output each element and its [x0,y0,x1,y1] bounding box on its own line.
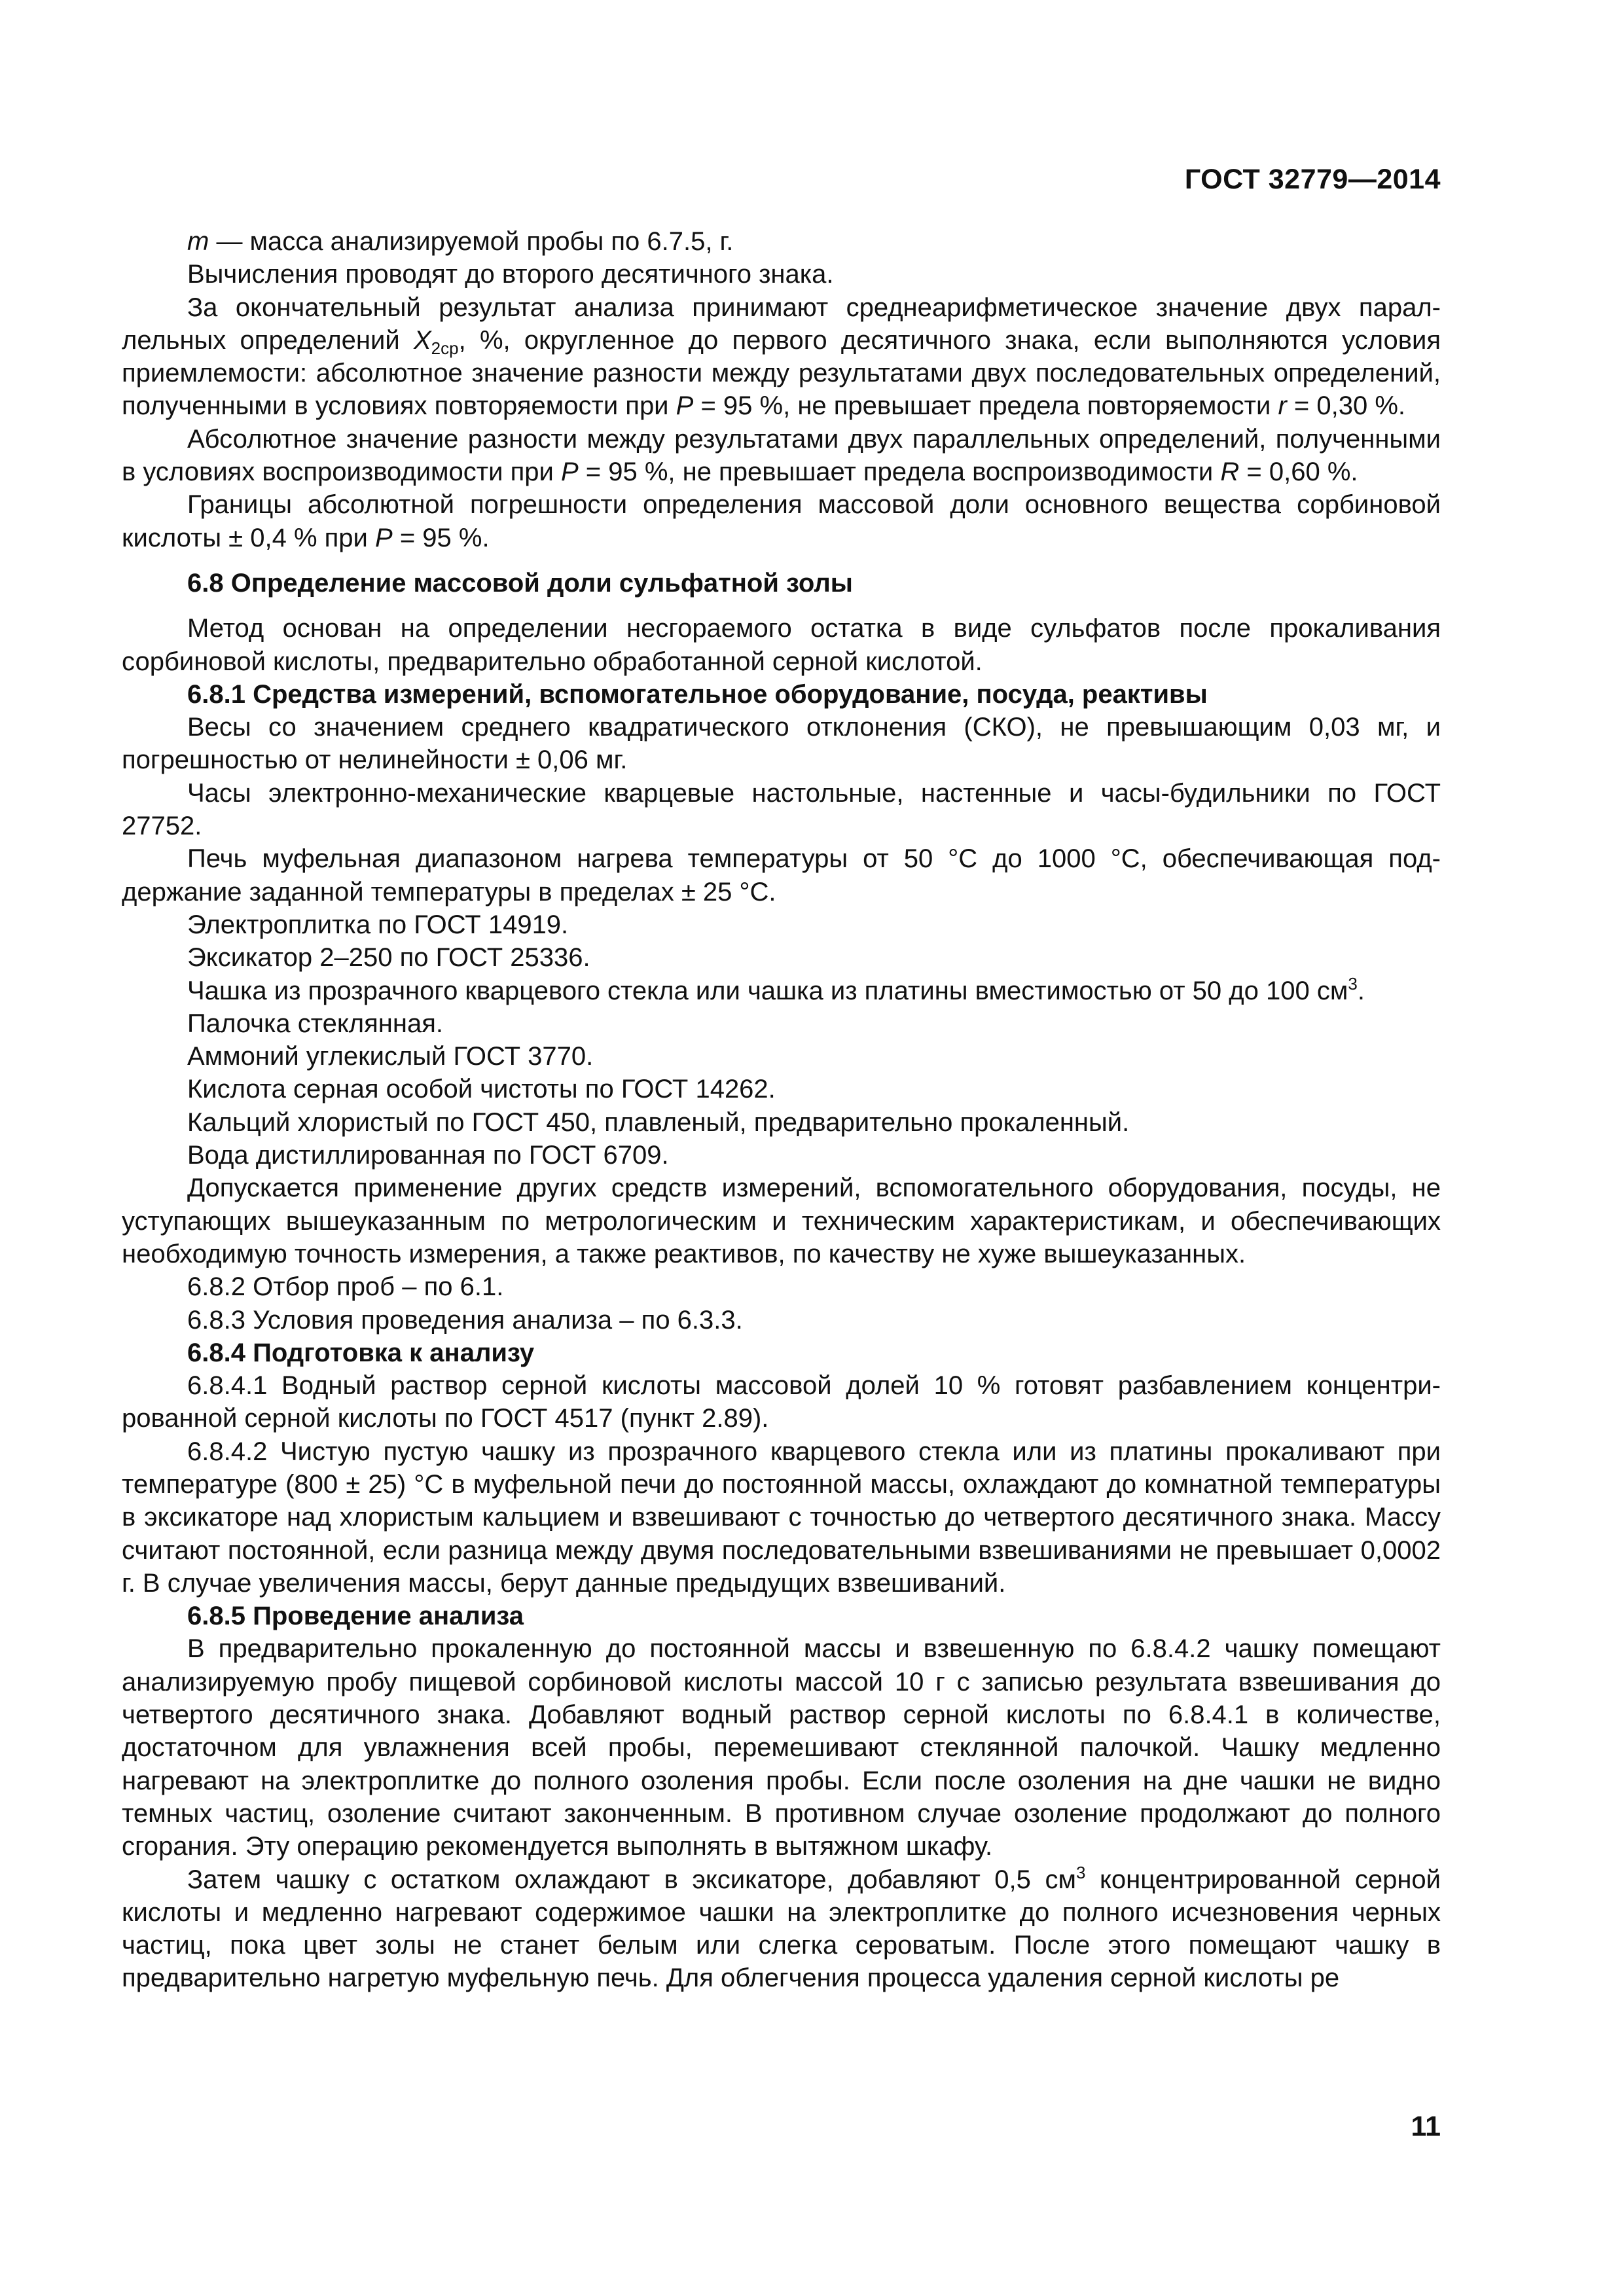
paragraph: В предварительно прокаленную до постоянной массы и взвешенную по 6.8.4.2 чашку помещают анализируемую пробу пищевой сорбиновой кислоты массой 10 г с записью результата взвешивания до четвертого десятичного знака. Добавляют водный раствор серной кислоты по 6.8.4.1 в количестве, достаточном для увлажнения всей пробы, перемешивают стеклянной палочкой. Чашку медленно нагревают на электроплитке до полного озоления пробы. Если после озоления на дне чашки не видно темных частиц, озоление считают законченным. В противном случае озоление продолжают до полного сгорания. Эту операцию рекомендуется выполнять в вытяжном шкафу. [122,1634,1441,1861]
variable: m [187,227,209,256]
paragraph-text: Чашка из прозрачного кварцевого стекла или чашка из платины вместимостью от 50 до 100 см [187,976,1348,1005]
paragraph-text: . [1357,976,1365,1005]
paragraph: Печь муфельная диапазоном нагрева температуры от 50 °С до 1000 °С, обеспечивающая поддержание заданной температуры в пределах ± 25 °С. [122,844,1441,906]
paragraph-text: = 95 %. [392,523,490,552]
section-heading-6-8-1: 6.8.1 Средства измерений, вспомогательное оборудование, посуда, реактивы [187,679,1208,709]
paragraph: Кислота серная особой чистоты по ГОСТ 14262. [187,1075,776,1104]
superscript: 3 [1348,973,1358,994]
paragraph: 6.8.2 Отбор проб – по 6.1. [187,1272,504,1302]
subscript: 2ср [431,338,459,358]
section-heading-6-8-4: 6.8.4 Подготовка к анализу [187,1338,535,1367]
paragraph-text: , %, округленное до первого десятичного знака, если выполняются условия приемлемости: абсолютное значение разности между результатами двух последовательных определений, полученными в условиях повторяемости при [122,325,1441,421]
paragraph [122,975,1441,1007]
document-body [122,225,1441,1995]
variable: X [413,325,431,355]
paragraph [122,488,1441,554]
paragraph: 6.8.3 Условия проведения анализа – по 6.3.3. [187,1305,743,1335]
paragraph: 6.8.4.1 Водный раствор серной кислоты массовой долей 10 % готовят разбавлением концентрированной серной кислоты по ГОСТ 4517 (пункт 2.89). [122,1371,1441,1433]
paragraph: Вода дистиллированная по ГОСТ 6709. [187,1141,669,1170]
paragraph-text: = 0,60 %. [1239,457,1358,487]
variable: R [1220,457,1240,487]
variable: P [676,391,694,421]
page-number: 11 [1411,2111,1441,2142]
paragraph-text: = 95 %, не превышает предела воспроизводимости [578,457,1221,487]
paragraph: Весы со значением среднего квадратического отклонения (СКО), не превышающим 0,03 мг, и погрешностью от нелинейности ± 0,06 мг. [122,713,1441,775]
paragraph-text: концентрированной серной кислоты и медленно нагревают содержимое чашки на электроплитке до полного исчезновения черных частиц, пока цвет золы не станет белым или слегка сероватым. После этого помещают чашку в предварительно нагретую муфельную печь. Для облегчения процесса удаления серной кислоты ре [122,1865,1441,1993]
paragraph [122,1863,1441,1995]
paragraph: Часы электронно-механические кварцевые настольные, настенные и часы-будильники по ГОСТ 27752. [122,778,1441,841]
paragraph: Электроплитка по ГОСТ 14919. [187,910,569,939]
document-page [122,0,1441,2296]
paragraph [122,225,1441,258]
paragraph-text: Границы абсолютной погрешности определения массовой доли основного вещества сорбиновой кислоты ± 0,4 % при [122,490,1441,552]
paragraph: Аммоний углекислый ГОСТ 3770. [187,1042,594,1071]
paragraph: Эксикатор 2–250 по ГОСТ 25336. [187,943,590,973]
paragraph-text: = 0,30 %. [1286,391,1406,421]
variable: P [560,457,579,487]
superscript: 3 [1075,1862,1086,1882]
section-heading-6-8: 6.8 Определение массовой доли сульфатной золы [187,568,853,598]
paragraph: Кальций хлористый по ГОСТ 450, плавленый, предварительно прокаленный. [187,1107,1130,1137]
variable: r [1278,391,1287,421]
paragraph [122,291,1441,423]
paragraph: Палочка стеклянная. [187,1009,443,1038]
paragraph-text: Затем чашку с остатком охлаждают в эксикаторе, добавляют 0,5 см [187,1865,1076,1894]
section-heading-6-8-5: 6.8.5 Проведение анализа [187,1602,524,1631]
paragraph-text: Абсолютное значение разности между результатами двух параллельных определений, полученными в условиях воспроизводимости при [122,424,1441,487]
paragraph-text: — масса анализируемой пробы по 6.7.5, г. [209,227,734,256]
document-code-header: ГОСТ 32779—2014 [1184,164,1441,195]
paragraph: Допускается применение других средств измерений, вспомогательного оборудования, посуды, не уступающих вышеуказанным по метрологическим и техническим характеристикам, и обеспечивающих необходимую точность измерения, а также реактивов, по качеству не хуже вышеуказанных. [122,1174,1441,1268]
paragraph [122,423,1441,489]
variable: P [375,523,393,552]
paragraph-text: = 95 %, не превышает предела повторяемости [693,391,1278,421]
paragraph: Метод основан на определении несгораемого остатка в виде сульфатов после прокаливания сорбиновой кислоты, предварительно обработанной серной кислотой. [122,614,1441,676]
paragraph: 6.8.4.2 Чистую пустую чашку из прозрачного кварцевого стекла или из платины прокаливают при температуре (800 ± 25) °С в муфельной печи до постоянной массы, охлаждают до комнатной температуры в эксикаторе над хлористым кальцием и взвешивают с точностью до четвертого десятичного знака. Массу считают постоянной, если разница между двумя последовательными взвешиваниями не превышает 0,0002 г. В случае увеличения массы, берут данные предыдущих взвешиваний. [122,1437,1441,1598]
paragraph: Вычисления проводят до второго десятичного знака. [187,260,834,289]
paragraph-text: За окончательный результат анализа принимают среднеарифметическое значение двух параллельных определений [122,293,1441,355]
